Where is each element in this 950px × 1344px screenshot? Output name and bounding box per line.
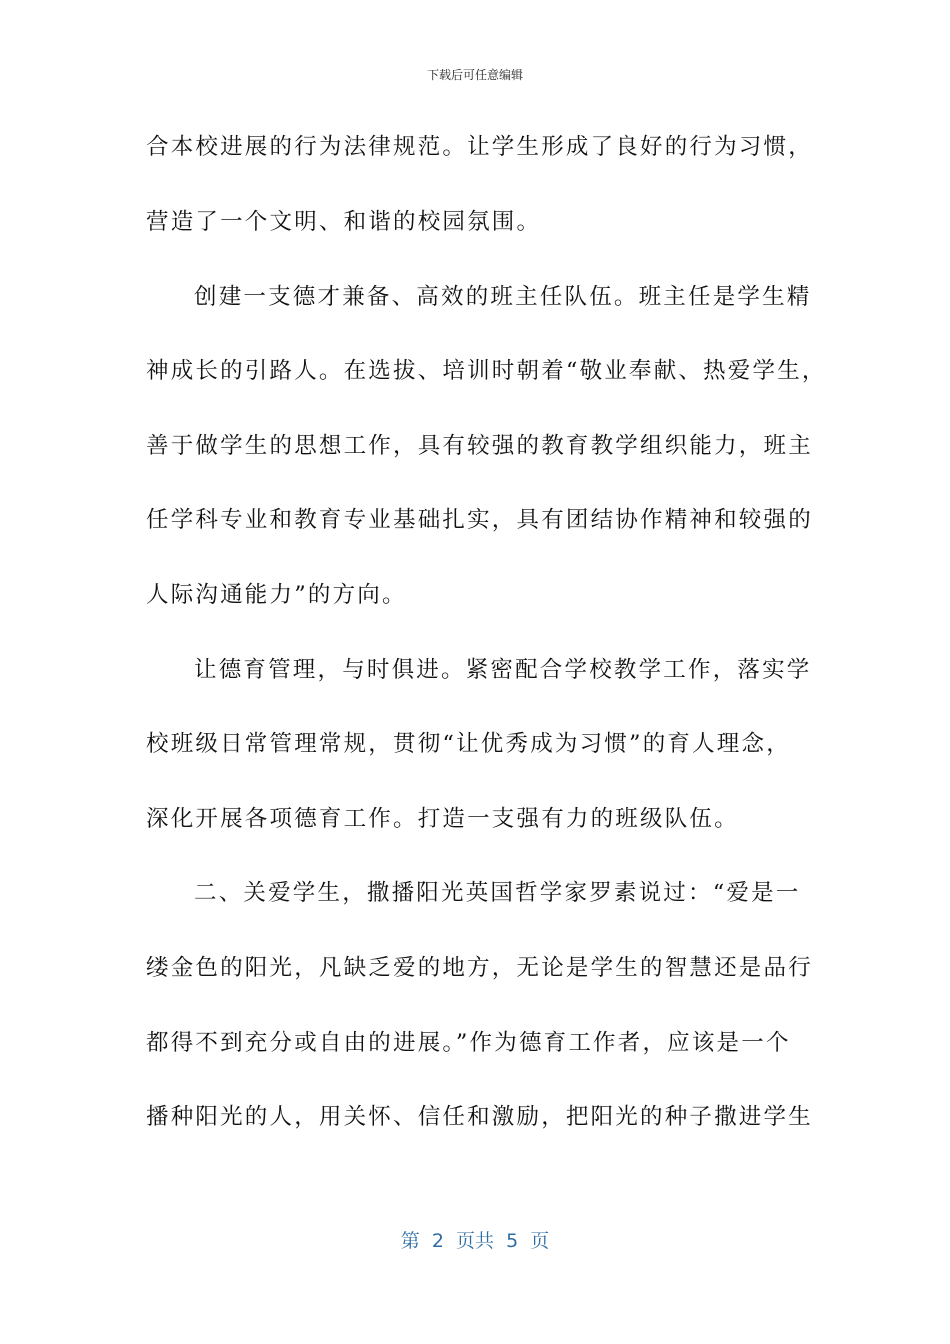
text-line: 合本校进展的行为法律规范。让学生形成了良好的行为习惯， — [146, 134, 813, 160]
text-line-paragraph-start: 二、关爱学生，撒播阳光英国哲学家罗素说过：“爱是一 — [194, 880, 801, 906]
text-line: 善于做学生的思想工作，具有较强的教育教学组织能力，班主 — [146, 433, 813, 459]
text-line: 任学科专业和教育专业基础扎实，具有团结协作精神和较强的 — [146, 507, 813, 533]
text-line: 播种阳光的人，用关怀、信任和激励，把阳光的种子撒进学生 — [146, 1104, 813, 1130]
page-number-footer: 第 2 页共 5 页 — [400, 1230, 550, 1252]
text-line: 校班级日常管理常规，贯彻“让优秀成为习惯”的育人理念， — [146, 731, 791, 757]
text-line-paragraph-start: 让德育管理，与时俱进。紧密配合学校教学工作，落实学 — [194, 657, 812, 683]
text-line: 都得不到充分或自由的进展。”作为德育工作者，应该是一个 — [146, 1030, 791, 1056]
text-line: 深化开展各项德育工作。打造一支强有力的班级队伍。 — [146, 806, 739, 832]
text-line: 人际沟通能力”的方向。 — [146, 582, 407, 608]
text-line: 缕金色的阳光，凡缺乏爱的地方，无论是学生的智慧还是品行 — [146, 955, 813, 981]
text-line: 神成长的引路人。在选拔、培训时朝着“敬业奉献、热爱学生， — [146, 358, 827, 384]
text-line-paragraph-start: 创建一支德才兼备、高效的班主任队伍。班主任是学生精 — [194, 284, 812, 310]
text-line: 营造了一个文明、和谐的校园氛围。 — [146, 209, 542, 235]
page-header-note: 下载后可任意编辑 — [426, 68, 523, 82]
